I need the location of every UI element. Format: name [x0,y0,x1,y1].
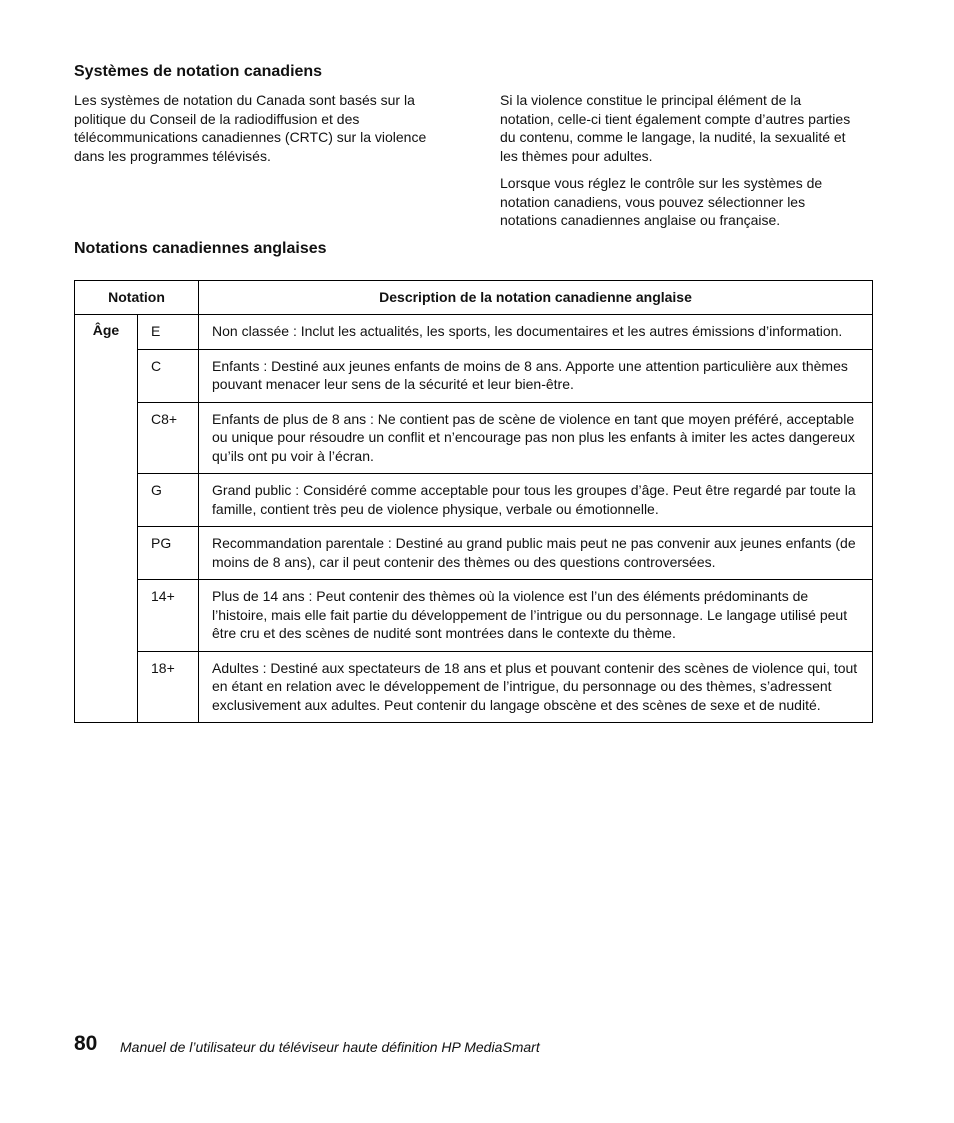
rating-code: 18+ [138,651,199,723]
table-header-row [75,281,873,315]
rating-description: Plus de 14 ans : Peut contenir des thèmes où la violence est l’un des éléments prédominants de l’histoire, mais elle fait partie du développement de l’intrigue ou du personnage. Le langage utilisé peut être cru et des scènes de nudité sont montrées dans le contexte du thème. [199,580,873,652]
intro-paragraph: Les systèmes de notation du Canada sont basés sur la politique du Conseil de la radiodiffusion et des télécommunications canadiennes (CRTC) sur la violence dans les programmes télévisés. [74,92,427,164]
manual-title: Manuel de l’utilisateur du téléviseur haute définition HP MediaSmart [120,1039,540,1055]
ratings-table [74,280,873,723]
rating-description: Grand public : Considéré comme acceptable pour tous les groupes d’âge. Peut être regardé par toute la famille, contient très peu de violence physique, verbale ou émotionnelle. [199,474,873,527]
table-row [75,349,873,402]
rating-description: Enfants : Destiné aux jeunes enfants de moins de 8 ans. Apporte une attention particulière aux thèmes pouvant menacer leur sens de la sécurité et leur bien-être. [199,349,873,402]
header-description: Description de la notation canadienne anglaise [199,281,873,315]
header-rating: Notation [75,281,199,315]
table-row [75,527,873,580]
table-row [75,402,873,474]
section-title-english-ratings: Notations canadiennes anglaises [74,240,327,257]
rating-code: C8+ [138,402,199,474]
table-row [75,651,873,723]
rating-code: PG [138,527,199,580]
rating-description: Recommandation parentale : Destiné au grand public mais peut ne pas convenir aux jeunes enfants (de moins de 8 ans), car il peut contenir des thèmes ou des questions controversées. [199,527,873,580]
rating-code: E [138,315,199,350]
page-number: 80 [74,1032,98,1055]
table-row [75,580,873,652]
intro-right-column [500,91,852,230]
rating-description: Adultes : Destiné aux spectateurs de 18 ans et plus et pouvant contenir des scènes de violence qui, tout en étant en relation avec le développement de l’intrigue, du personnage ou des thèmes, s’adressent exclusivement aux adultes. Peut contenir du langage obscène et des scènes de sexe et de nudité. [199,651,873,723]
rating-code: G [138,474,199,527]
rating-description: Non classée : Inclut les actualités, les sports, les documentaires et les autres émissions d’information. [199,315,873,350]
table-row [75,315,873,350]
control-paragraph: Lorsque vous réglez le contrôle sur les systèmes de notation canadiens, vous pouvez sélectionner les notations canadiennes anglaise ou française. [500,175,823,228]
violence-paragraph: Si la violence constitue le principal élément de la notation, celle-ci tient également compte d’autres parties du contenu, comme le langage, la nudité, la sexualité et les thèmes pour adultes. [500,92,851,164]
rating-code: C [138,349,199,402]
table-row [75,474,873,527]
section-title-canadian-ratings: Systèmes de notation canadiens [74,63,323,80]
rating-code: 14+ [138,580,199,652]
intro-left-column [74,91,436,165]
rating-description: Enfants de plus de 8 ans : Ne contient pas de scène de violence en tant que moyen préféré, acceptable ou unique pour résoudre un conflit et n’encourage pas non plus les enfants à imiter les actes dangereux qu’ils ont pu voir à l’écran. [199,402,873,474]
age-group-label: Âge [75,315,138,723]
